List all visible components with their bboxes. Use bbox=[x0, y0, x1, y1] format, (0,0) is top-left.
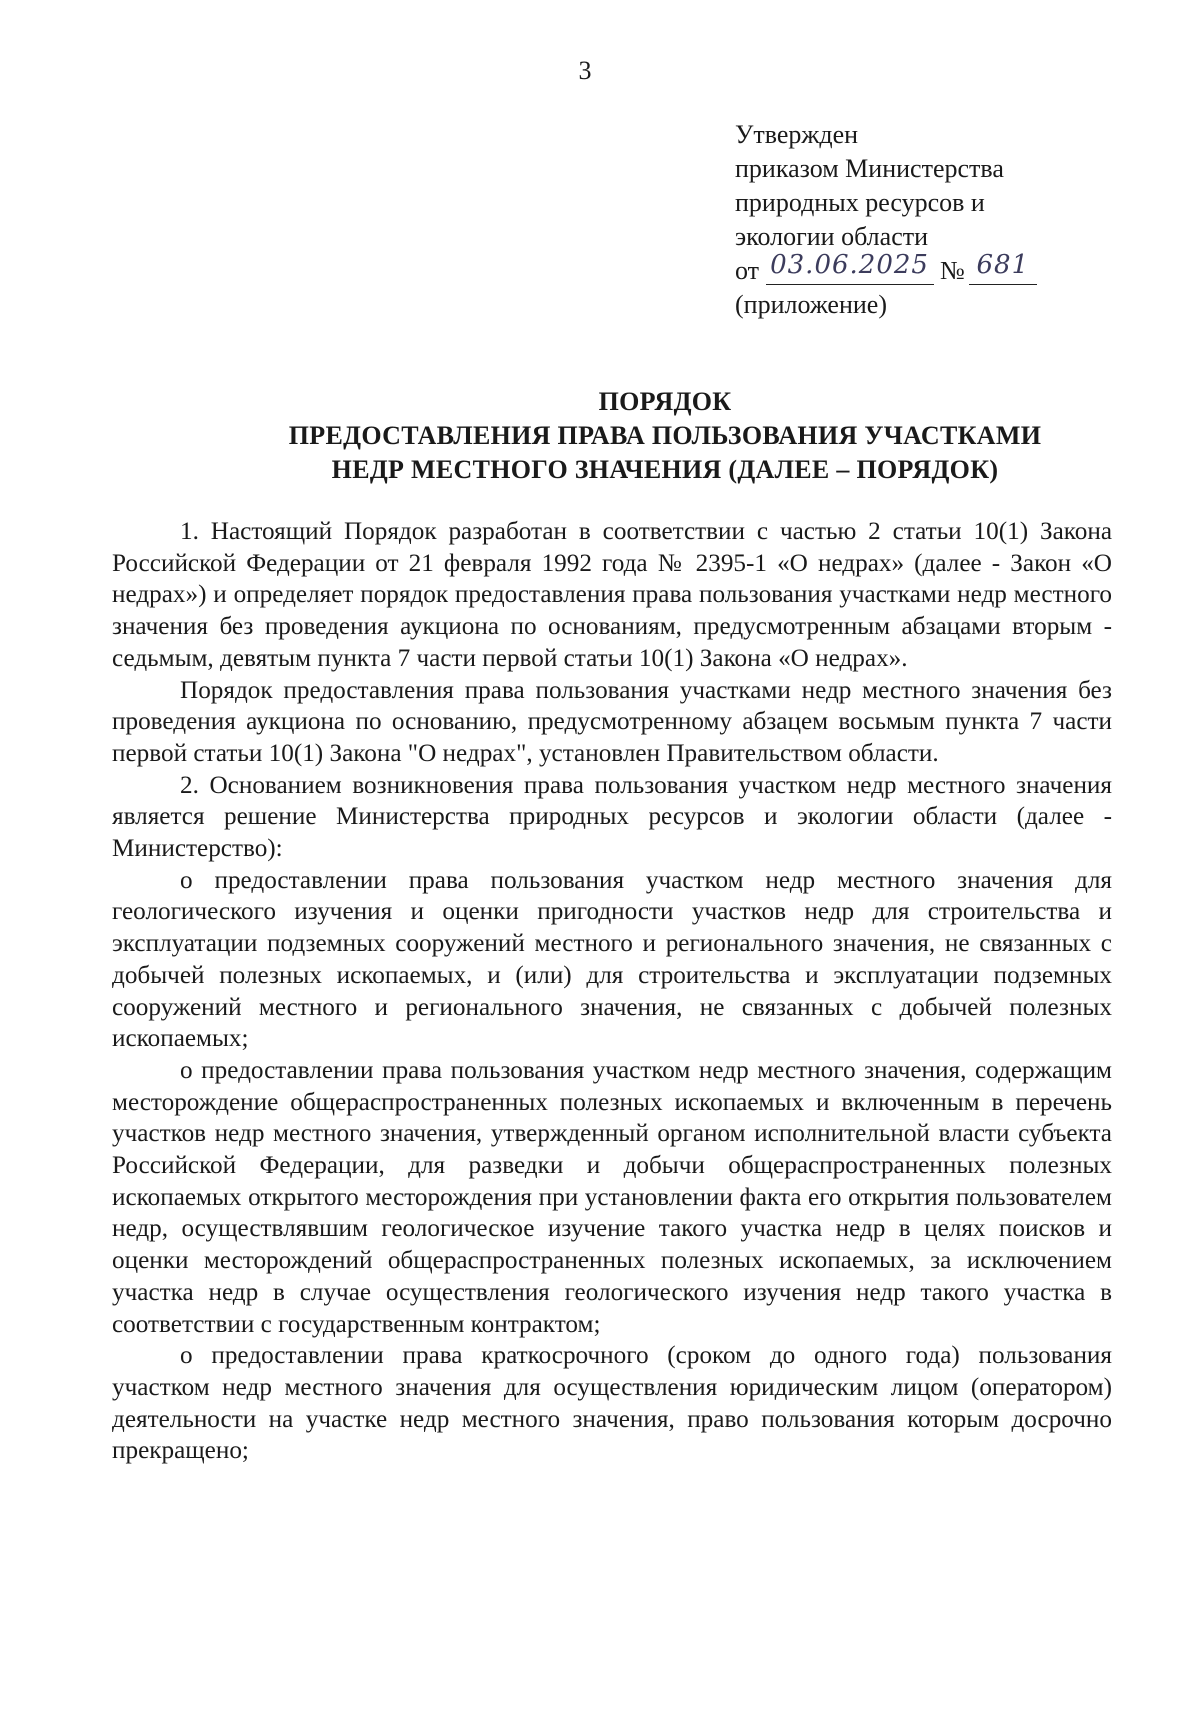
paragraph: о предоставлении права краткосрочного (сроком до одного года) пользования участком недр местного значения для осуществления юридическим лицом (оператором) деятельности на участке недр местного значения, право пользования которым досрочно прекращено; bbox=[112, 1342, 1112, 1465]
approval-stamp-block bbox=[735, 118, 1155, 322]
paragraph: 1. Настоящий Порядок разработан в соответствии с частью 2 статьи 10(1) Закона Российской Федерации от 21 февраля 1992 года № 2395-1 «О недрах» (далее - Закон «О недрах») и определяет порядок предоставления права пользования участками недр местного значения без проведения аукциона по основаниям, предусмотренным абзацами вторым - седьмым, девятым пункта 7 части первой статьи 10(1) Закона «О недрах». bbox=[112, 518, 1112, 672]
paragraph: о предоставлении права пользования участком недр местного значения, содержащим месторождение общераспространенных полезных ископаемых и включенным в перечень участков недр местного значения, утвержденный органом исполнительной власти субъекта Российской Федерации, для разведки и добычи общераспространенных полезных ископаемых открытого месторождения при установлении факта его открытия пользователем недр, осуществлявшим геологическое изучение такого участка недр в целях поисков и оценки месторождений общераспространенных полезных ископаемых, за исключением участка недр в случае осуществления геологического изучения недр такого участка в соответствии с государственным контрактом; bbox=[112, 1056, 1112, 1338]
document-body bbox=[112, 516, 1112, 1467]
approval-line: Утвержден bbox=[735, 120, 859, 149]
number-prefix: № bbox=[940, 256, 965, 285]
handwritten-number: 681 bbox=[976, 250, 1030, 280]
approval-line: экологии области bbox=[735, 222, 929, 251]
page-number: 3 bbox=[578, 56, 592, 85]
handwritten-date: 03.06.2025 bbox=[770, 250, 929, 280]
title-line: ПОРЯДОК bbox=[598, 387, 732, 416]
approval-note: (приложение) bbox=[735, 290, 888, 319]
title-line: ПРЕДОСТАВЛЕНИЯ ПРАВА ПОЛЬЗОВАНИЯ УЧАСТКАМИ bbox=[288, 421, 1042, 450]
paragraph: Порядок предоставления права пользования участками недр местного значения без проведения аукциона по основанию, предусмотренному абзацем восьмым пункта 7 части первой статьи 10(1) Закона "О недрах", установлен Правительством области. bbox=[112, 676, 1112, 767]
approval-date-line bbox=[735, 250, 1155, 288]
date-prefix: от bbox=[735, 256, 760, 285]
paragraph: о предоставлении права пользования участком недр местного значения для геологического изучения и оценки пригодности участков недр для строительства и эксплуатации подземных сооружений местного и регионального значения, не связанных с добычей полезных ископаемых, и (или) для строительства и эксплуатации подземных сооружений местного и регионального значения, не связанных с добычей полезных ископаемых; bbox=[112, 866, 1112, 1053]
document-title bbox=[120, 385, 1200, 487]
date-fill-blank bbox=[766, 250, 934, 285]
paragraph: 2. Основанием возникновения права пользования участком недр местного значения является решение Министерства природных ресурсов и экологии области (далее - Министерство): bbox=[112, 771, 1112, 863]
number-fill-blank bbox=[969, 250, 1037, 285]
approval-line: приказом Министерства bbox=[735, 154, 1004, 183]
approval-line: природных ресурсов и bbox=[735, 188, 985, 217]
title-line: НЕДР МЕСТНОГО ЗНАЧЕНИЯ (ДАЛЕЕ – ПОРЯДОК) bbox=[331, 455, 999, 484]
